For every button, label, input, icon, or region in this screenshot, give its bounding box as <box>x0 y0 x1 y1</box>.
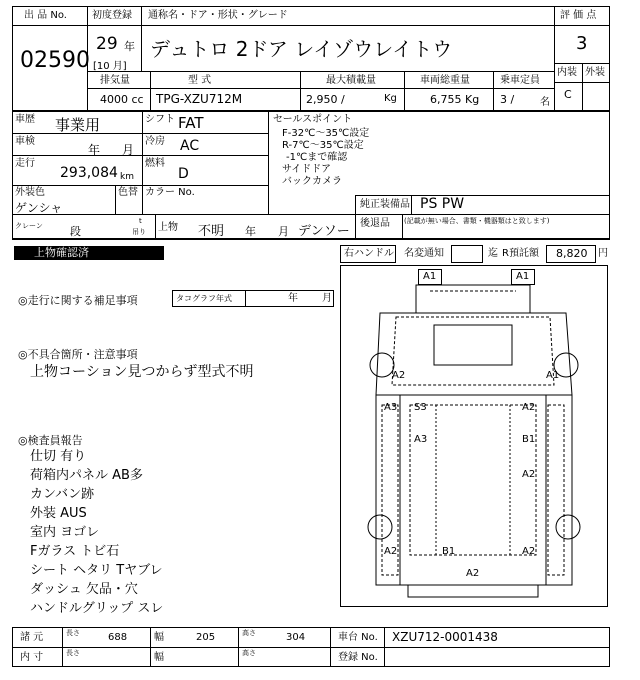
color-no-label: カラー No. <box>145 187 195 198</box>
sales-point-5: バックカメラ <box>282 176 342 187</box>
mileage-label: 走行 <box>15 158 35 169</box>
shift: FAT <box>178 114 204 132</box>
inspector-2: 荷箱内パネル AB多 <box>30 468 143 483</box>
capacity: 3 / <box>500 93 515 106</box>
sales-points-label: セールスポイント <box>273 114 353 125</box>
lot-label: 出 品 No. <box>24 10 67 21</box>
capacity-label: 乗車定員 <box>500 75 540 86</box>
model-label: 型 式 <box>188 75 212 86</box>
inspector-7: シート ヘタリ Tヤブレ <box>30 563 163 578</box>
lot-number: 02590 <box>20 48 90 73</box>
tacho-label: タコグラフ年式 <box>176 294 232 303</box>
mark-a2-rear: A2 <box>466 568 480 579</box>
reg-year-unit: 年 <box>124 40 135 53</box>
driving-label: ◎走行に関する補足事項 <box>18 294 138 307</box>
mark-a2-left: A2 <box>392 370 406 381</box>
title-label: 通称名・ドア・形状・グレード <box>148 10 288 21</box>
ext-color: ゲンシャ <box>15 201 63 215</box>
crane-ton: t <box>139 217 142 225</box>
length-label: 長さ <box>66 629 80 637</box>
height-label: 高さ <box>242 629 256 637</box>
max-load: 2,950 / <box>306 93 345 106</box>
ac: AC <box>180 138 200 154</box>
defects: 上物コーション見つからず型式不明 <box>30 364 254 380</box>
shift-label: シフト <box>145 114 175 125</box>
fuel-label: 燃料 <box>145 158 165 169</box>
mark-a2-right-top: A2 <box>522 402 536 413</box>
crane-lift: 吊り <box>132 228 146 236</box>
equipment-label: 純正装備品 <box>360 199 410 210</box>
sales-point-4: サイドドア <box>282 164 331 175</box>
body-label: 上物 <box>158 222 178 233</box>
history: 事業用 <box>55 116 101 134</box>
crane-stage: 段 <box>70 225 81 238</box>
capacity-unit: 名 <box>540 97 550 108</box>
body-month-unit: 月 <box>278 225 289 238</box>
name-change-box <box>451 245 483 263</box>
body-year: 不明 <box>198 224 225 239</box>
reg-year: 29 <box>96 34 118 54</box>
inspection-month: 月 <box>122 143 135 157</box>
inspector-label: ◎検査員報告 <box>18 434 83 447</box>
tacho-month: 月 <box>322 293 332 304</box>
mark-a1-front-left: A1 <box>423 271 437 282</box>
mileage-unit: km <box>120 172 134 182</box>
inner-length-label: 長さ <box>66 649 80 657</box>
width-label: 幅 <box>154 632 164 643</box>
history-label: 車歴 <box>15 114 35 125</box>
mark-a3-center: A3 <box>414 434 428 445</box>
first-reg-label: 初度登録 <box>92 10 132 21</box>
displacement-label: 排気量 <box>100 75 130 86</box>
defects-label: ◎不具合箇所・注意事項 <box>18 348 138 361</box>
aftermarket-label: 後退品 <box>360 218 390 229</box>
mark-b1-right: B1 <box>522 434 536 445</box>
interior-label: 内装 <box>557 67 577 78</box>
r-deposit-label: R預託額 <box>502 248 539 259</box>
name-change-label: 名変通知 <box>404 248 444 259</box>
score: 3 <box>576 33 588 54</box>
car-name: デュトロ 2ドア レイゾウレイトウ <box>150 37 453 61</box>
tacho-year: 年 <box>288 293 298 304</box>
displacement: 4000 cc <box>100 93 144 106</box>
width: 205 <box>196 632 216 643</box>
max-load-unit: Kg <box>384 93 397 104</box>
height: 304 <box>286 632 306 643</box>
aftermarket-note: (記載が無い場合、書類・機器類はと致します) <box>404 217 550 225</box>
confirm-label: 上物確認済 <box>34 246 89 259</box>
inner-label: 内 寸 <box>20 652 44 663</box>
inspector-3: カンバン跡 <box>30 487 95 502</box>
mark-a3-left: A3 <box>384 402 398 413</box>
model: TPG-XZU712M <box>156 92 243 106</box>
mark-b1-bottom: B1 <box>442 546 456 557</box>
inspector-9: ハンドルグリップ スレ <box>30 601 164 616</box>
size-label: 諸 元 <box>20 632 44 643</box>
length: 688 <box>108 632 128 643</box>
mark-a1-right: A1 <box>546 370 560 381</box>
crane-label: クレーン <box>15 222 43 230</box>
body-year-unit: 年 <box>245 225 256 238</box>
mark-a1-front-right: A1 <box>516 271 530 282</box>
inner-width-label: 幅 <box>154 652 164 663</box>
truck-diagram <box>340 265 608 607</box>
sales-point-1: F-32℃～35℃設定 <box>282 128 370 139</box>
gross-weight-label: 車両総重量 <box>420 75 470 86</box>
sales-point-3: -1℃まで確認 <box>286 152 348 163</box>
sales-point-2: R-7℃～35℃設定 <box>282 140 364 151</box>
mark-a2-left-bottom: A2 <box>384 546 398 557</box>
chassis: XZU712-0001438 <box>392 630 498 644</box>
r-deposit-unit: 円 <box>598 248 608 259</box>
fuel: D <box>178 166 189 182</box>
color-code-label: 色替 <box>118 187 138 198</box>
inspector-4: 外装 AUS <box>30 506 87 521</box>
inspection-year: 年 <box>88 143 101 157</box>
ext-color-label: 外装色 <box>15 187 45 198</box>
chassis-label: 車台 No. <box>338 632 378 643</box>
mark-s3: S3 <box>414 402 427 413</box>
equipment: PS PW <box>420 196 465 212</box>
inner-height-label: 高さ <box>242 649 256 657</box>
ac-label: 冷房 <box>145 136 165 147</box>
inspection-label: 車検 <box>15 136 35 147</box>
inspector-5: 室内 ヨゴレ <box>30 525 100 540</box>
r-deposit: 8,820 <box>556 247 588 260</box>
mark-a2-right-mid: A2 <box>522 469 536 480</box>
inspector-8: ダッシュ 欠品・穴 <box>30 582 138 597</box>
reg-label: 登録 No. <box>338 652 378 663</box>
handle: 右ハンドル <box>344 248 394 259</box>
deadline-label: 迄 <box>488 248 498 259</box>
score-label: 評 価 点 <box>560 10 597 21</box>
max-load-label: 最大積載量 <box>326 75 376 86</box>
reg-month: [10 月] <box>93 61 127 72</box>
interior-grade: C <box>564 88 572 101</box>
mileage: 293,084 <box>60 165 118 181</box>
inspector-6: Fガラス トビ石 <box>30 544 120 559</box>
inspector-1: 仕切 有り <box>30 449 87 464</box>
exterior-label: 外装 <box>585 67 605 78</box>
gross-weight: 6,755 Kg <box>430 93 480 106</box>
body-maker: デンソー <box>298 224 350 239</box>
mark-a2-right-bottom: A2 <box>522 546 536 557</box>
